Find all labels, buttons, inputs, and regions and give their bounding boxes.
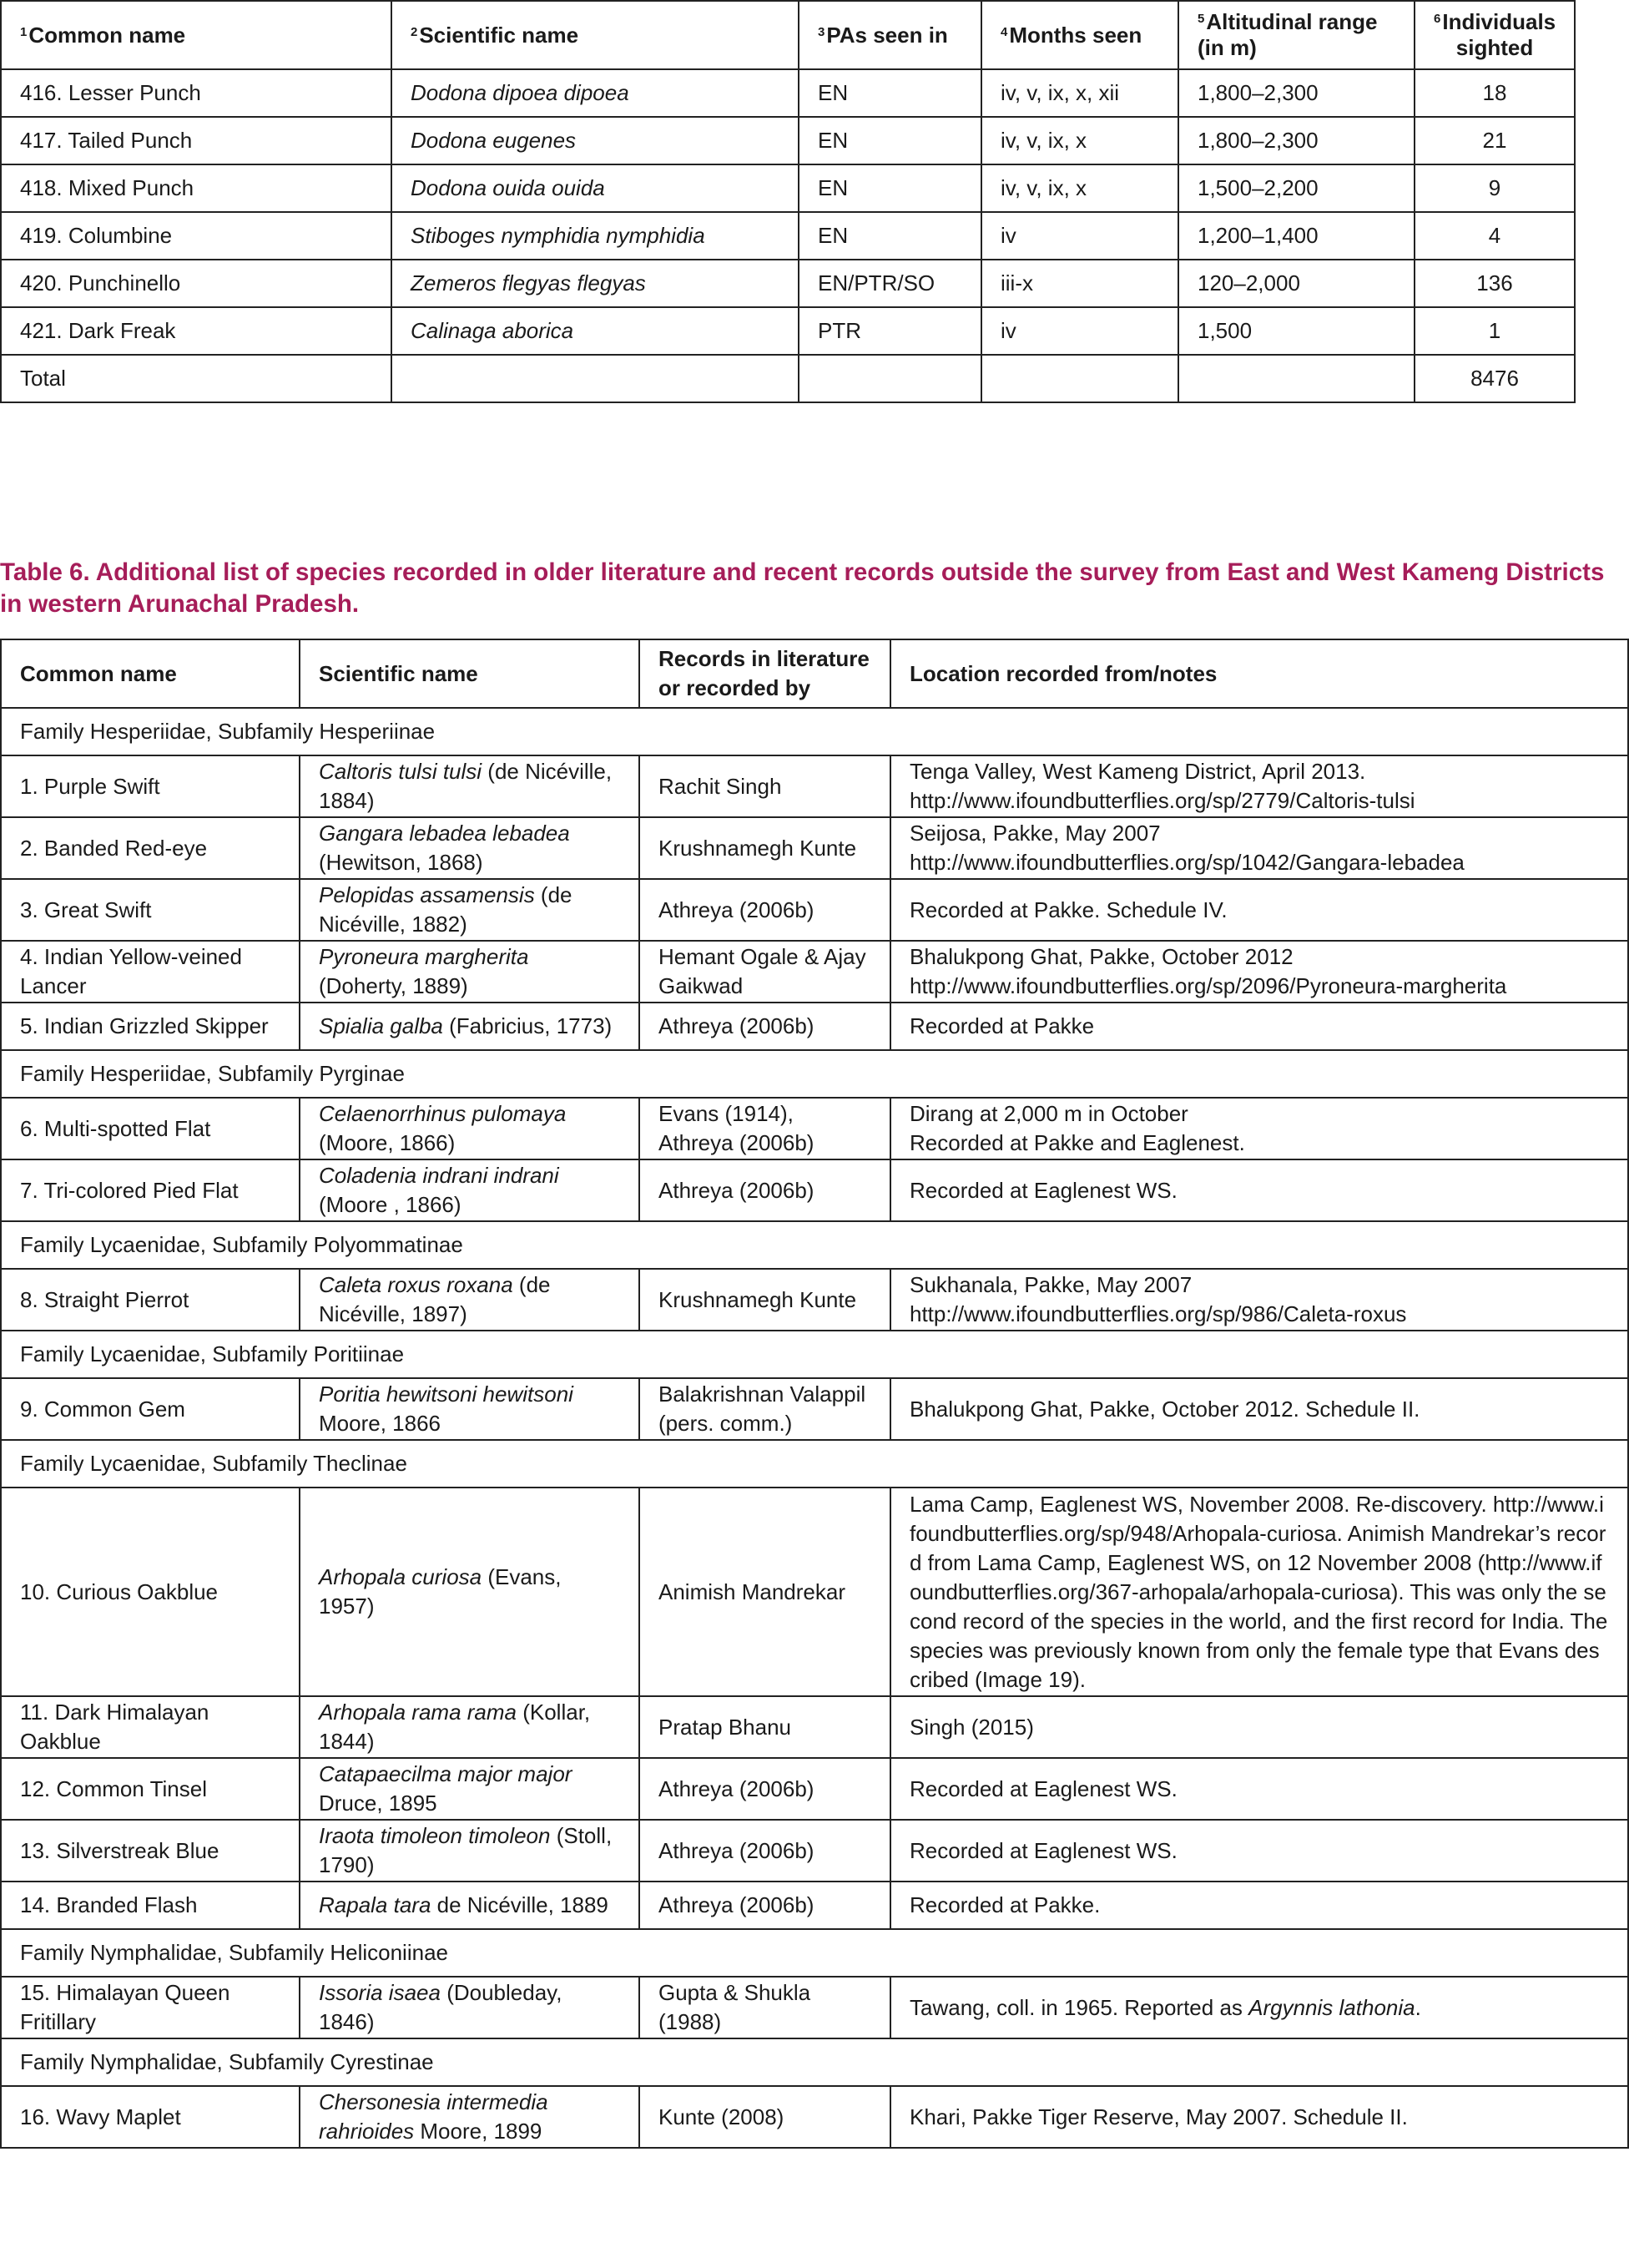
range-cell: 1,800–2,300 [1178,117,1415,164]
common-name-cell: 6. Multi-spotted Flat [1,1098,300,1159]
family-label: Family Nymphalidae, Subfamily Heliconiinae [1,1929,1628,1977]
scientific-name-cell: Issoria isaea (Doubleday, 1846) [300,1977,639,2038]
recorded-by-cell: Rachit Singh [639,755,890,817]
scientific-name-cell: Poritia hewitsoni hewitsoni Moore, 1866 [300,1378,639,1440]
family-row [1,1929,1628,1977]
family-row [1,2038,1628,2086]
family-row [1,1050,1628,1098]
notes-cell: Bhalukpong Ghat, Pakke, October 2012. Schedule II. [890,1378,1628,1440]
notes-cell: Bhalukpong Ghat, Pakke, October 2012 http://www.ifoundbutterflies.org/sp/2096/Pyroneura-margherita [890,941,1628,1003]
pas-cell: EN [799,164,981,212]
months-cell: iii-x [981,260,1178,307]
range-cell: 120–2,000 [1178,260,1415,307]
common-name-cell: 10. Curious Oakblue [1,1488,300,1696]
table-row [1,117,1575,164]
table-row [1,212,1575,260]
header-pas-seen-in: $^3$PAs seen in [799,1,981,69]
recorded-by-cell: Animish Mandrekar [639,1488,890,1696]
scientific-name-cell: Calinaga aborica [391,307,799,355]
total-count: 8476 [1415,355,1575,402]
table-row [1,755,1628,817]
count-cell: 18 [1415,69,1575,117]
notes-cell: Recorded at Eaglenest WS. [890,1758,1628,1820]
common-name-cell: 418. Mixed Punch [1,164,391,212]
common-name-cell: 420. Punchinello [1,260,391,307]
family-label: Family Hesperiidae, Subfamily Hesperiinae [1,708,1628,755]
scientific-name-cell: Pyroneura margherita (Doherty, 1889) [300,941,639,1003]
recorded-by-cell: Kunte (2008) [639,2086,890,2148]
recorded-by-cell: Athreya (2006b) [639,879,890,941]
total-row [1,355,1575,402]
table-row [1,941,1628,1003]
table-row [1,1269,1628,1331]
table-row [1,1488,1628,1696]
table-row [1,2086,1628,2148]
scientific-name-cell: Catapaecilma major major Druce, 1895 [300,1758,639,1820]
common-name-cell: 15. Himalayan Queen Fritillary [1,1977,300,2038]
recorded-by-cell: Pratap Bhanu [639,1696,890,1758]
notes-cell: Khari, Pakke Tiger Reserve, May 2007. Schedule II. [890,2086,1628,2148]
scientific-name-cell: Pelopidas assamensis (de Nicéville, 1882) [300,879,639,941]
common-name-cell: 421. Dark Freak [1,307,391,355]
common-name-cell: 416. Lesser Punch [1,69,391,117]
months-cell: iv, v, ix, x [981,117,1178,164]
family-label: Family Lycaenidae, Subfamily Polyommatinae [1,1221,1628,1269]
table-row [1,1159,1628,1221]
family-row [1,1331,1628,1378]
recorded-by-cell: Athreya (2006b) [639,1159,890,1221]
common-name-cell: 7. Tri-colored Pied Flat [1,1159,300,1221]
scientific-name-cell: Rapala tara de Nicéville, 1889 [300,1882,639,1929]
table-row [1,307,1575,355]
table6-caption: Table 6. Additional list of species recorded in older literature and recent records outside the survey from East and West Kameng Districts in western Arunachal Pradesh. [0,558,1605,618]
common-name-cell: 11. Dark Himalayan Oakblue [1,1696,300,1758]
notes-cell: Sukhanala, Pakke, May 2007 http://www.ifoundbutterflies.org/sp/986/Caleta-roxus [890,1269,1628,1331]
header-altitudinal-range: $^5$Altitudinal range (in m) [1178,1,1415,69]
common-name-cell: 14. Branded Flash [1,1882,300,1929]
table-row [1,1696,1628,1758]
scientific-name-cell: Spialia galba (Fabricius, 1773) [300,1003,639,1050]
scientific-name-cell: Dodona ouida ouida [391,164,799,212]
recorded-by-cell: Krushnamegh Kunte [639,1269,890,1331]
common-name-cell: 16. Wavy Maplet [1,2086,300,2148]
recorded-by-cell: Balakrishnan Valappil (pers. comm.) [639,1378,890,1440]
notes-cell: Recorded at Eaglenest WS. [890,1820,1628,1882]
recorded-by-cell: Athreya (2006b) [639,1882,890,1929]
family-label: Family Lycaenidae, Subfamily Poritiinae [1,1331,1628,1378]
notes-cell: Seijosa, Pakke, May 2007 http://www.ifoundbutterflies.org/sp/1042/Gangara-lebadea [890,817,1628,879]
scientific-name-cell: Caltoris tulsi tulsi (de Nicéville, 1884) [300,755,639,817]
range-cell: 1,800–2,300 [1178,69,1415,117]
recorded-by-cell: Athreya (2006b) [639,1758,890,1820]
header-common-name: $^1$Common name [1,1,391,69]
table5-continued [0,0,1576,403]
notes-cell: Dirang at 2,000 m in October Recorded at Pakke and Eaglenest. [890,1098,1628,1159]
common-name-cell: 3. Great Swift [1,879,300,941]
total-label: Total [1,355,391,402]
family-row [1,1221,1628,1269]
common-name-cell: 9. Common Gem [1,1378,300,1440]
table-row [1,1003,1628,1050]
count-cell: 4 [1415,212,1575,260]
recorded-by-cell: Gupta & Shukla (1988) [639,1977,890,2038]
scientific-name-cell: Celaenorrhinus pulomaya (Moore, 1866) [300,1098,639,1159]
months-cell: iv [981,212,1178,260]
scientific-name-cell: Dodona dipoea dipoea [391,69,799,117]
scientific-name-cell: Gangara lebadea lebadea (Hewitson, 1868) [300,817,639,879]
notes-cell: Recorded at Eaglenest WS. [890,1159,1628,1221]
notes-cell: Recorded at Pakke. Schedule IV. [890,879,1628,941]
header-scientific-name: Scientific name [300,639,639,708]
notes-cell: Tawang, coll. in 1965. Reported as Argynnis lathonia. [890,1977,1628,2038]
table-row [1,1820,1628,1882]
table-row [1,1977,1628,2038]
months-cell: iv, v, ix, x [981,164,1178,212]
notes-cell: Lama Camp, Eaglenest WS, November 2008. Re-discovery. http://www.ifoundbutterflies.org/sp/948/Arhopala-curiosa. Animish Mandrekar’s record from Lama Camp, Eaglenest WS, on 12 November 2008 (http://www.ifoundbutterflies.org/367-arhopala/arhopala-curiosa). This was only the second record of the species in the world, and the first record for India. The species was previously known from only the female type that Evans described (Image 19). [890,1488,1628,1696]
header-individuals-sighted: $^6$Individuals sighted [1415,1,1575,69]
notes-cell: Recorded at Pakke [890,1003,1628,1050]
header-common-name: Common name [1,639,300,708]
notes-cell: Recorded at Pakke. [890,1882,1628,1929]
notes-cell: Tenga Valley, West Kameng District, April 2013. http://www.ifoundbutterflies.org/sp/2779/Caltoris-tulsi [890,755,1628,817]
scientific-name-cell: Dodona eugenes [391,117,799,164]
count-cell: 136 [1415,260,1575,307]
recorded-by-cell: Krushnamegh Kunte [639,817,890,879]
range-cell: 1,500 [1178,307,1415,355]
count-cell: 21 [1415,117,1575,164]
scientific-name-cell: Stiboges nymphidia nymphidia [391,212,799,260]
common-name-cell: 417. Tailed Punch [1,117,391,164]
family-label: Family Hesperiidae, Subfamily Pyrginae [1,1050,1628,1098]
common-name-cell: 13. Silverstreak Blue [1,1820,300,1882]
scientific-name-cell: Iraota timoleon timoleon (Stoll, 1790) [300,1820,639,1882]
common-name-cell: 8. Straight Pierrot [1,1269,300,1331]
common-name-cell: 5. Indian Grizzled Skipper [1,1003,300,1050]
family-label: Family Lycaenidae, Subfamily Theclinae [1,1440,1628,1488]
header-months-seen: $^4$Months seen [981,1,1178,69]
table-header-row [1,1,1575,69]
common-name-cell: 419. Columbine [1,212,391,260]
scientific-name-cell: Arhopala curiosa (Evans, 1957) [300,1488,639,1696]
range-cell: 1,500–2,200 [1178,164,1415,212]
table-row [1,164,1575,212]
pas-cell: PTR [799,307,981,355]
family-row [1,708,1628,755]
notes-cell: Singh (2015) [890,1696,1628,1758]
table-row [1,1098,1628,1159]
months-cell: iv [981,307,1178,355]
recorded-by-cell: Athreya (2006b) [639,1820,890,1882]
recorded-by-cell: Hemant Ogale & Ajay Gaikwad [639,941,890,1003]
table6 [0,639,1629,2149]
pas-cell: EN [799,117,981,164]
recorded-by-cell: Athreya (2006b) [639,1003,890,1050]
family-label: Family Nymphalidae, Subfamily Cyrestinae [1,2038,1628,2086]
range-cell: 1,200–1,400 [1178,212,1415,260]
common-name-cell: 12. Common Tinsel [1,1758,300,1820]
scientific-name-cell: Chersonesia intermedia rahrioides Moore, 1899 [300,2086,639,2148]
header-location-notes: Location recorded from/notes [890,639,1628,708]
count-cell: 1 [1415,307,1575,355]
table-row [1,1758,1628,1820]
table-row [1,260,1575,307]
scientific-name-cell: Caleta roxus roxana (de Nicéville, 1897) [300,1269,639,1331]
table-row [1,879,1628,941]
header-scientific-name: $^2$Scientific name [391,1,799,69]
months-cell: iv, v, ix, x, xii [981,69,1178,117]
scientific-name-cell: Coladenia indrani indrani (Moore , 1866) [300,1159,639,1221]
table-row [1,1378,1628,1440]
header-records-by: Records in literature or recorded by [639,639,890,708]
common-name-cell: 4. Indian Yellow-veined Lancer [1,941,300,1003]
table-header-row [1,639,1628,708]
table-row [1,69,1575,117]
table-row [1,1882,1628,1929]
recorded-by-cell: Evans (1914), Athreya (2006b) [639,1098,890,1159]
pas-cell: EN [799,212,981,260]
count-cell: 9 [1415,164,1575,212]
common-name-cell: 1. Purple Swift [1,755,300,817]
common-name-cell: 2. Banded Red-eye [1,817,300,879]
pas-cell: EN [799,69,981,117]
family-row [1,1440,1628,1488]
scientific-name-cell: Zemeros flegyas flegyas [391,260,799,307]
pas-cell: EN/PTR/SO [799,260,981,307]
table-row [1,817,1628,879]
scientific-name-cell: Arhopala rama rama (Kollar, 1844) [300,1696,639,1758]
